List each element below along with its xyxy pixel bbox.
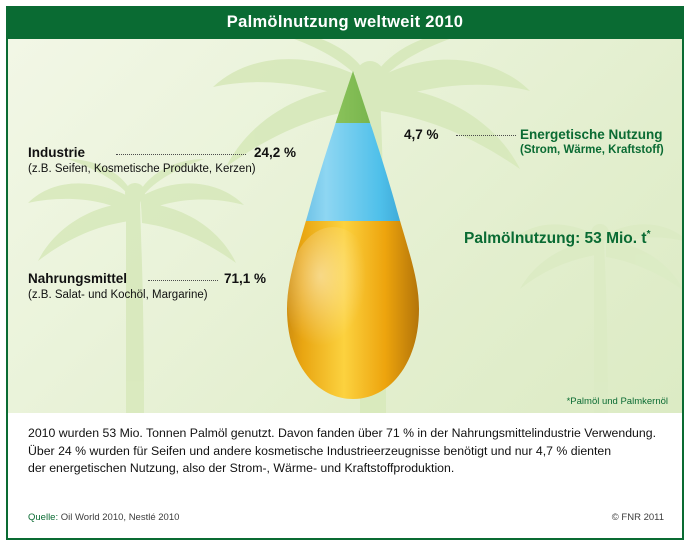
industry-value: 24,2 % xyxy=(254,145,297,160)
oil-drop-diagram xyxy=(263,67,443,407)
copyright-note: © FNR 2011 xyxy=(611,512,664,523)
energy-value: 4,7 % xyxy=(404,127,439,142)
industry-label-title: Industrie xyxy=(28,145,86,160)
energy-label-detail: (Strom, Wärme, Kraftstoff) xyxy=(520,144,664,156)
droplet-chart-icon xyxy=(263,67,443,407)
total-usage-text: Palmölnutzung: 53 Mio. t xyxy=(464,230,647,248)
description-text xyxy=(28,425,658,478)
total-usage-label xyxy=(464,229,650,248)
energy-leader-line xyxy=(456,135,516,136)
source-note xyxy=(28,512,179,523)
description-line-3: der energetischen Nutzung, also der Strom-, Wärme- und Kraftstoffproduktion. xyxy=(28,461,455,475)
chart-stage xyxy=(8,39,682,413)
industry-label-detail: (z.B. Seifen, Kosmetische Produkte, Kerzen) xyxy=(28,163,256,175)
energy-label-title: Energetische Nutzung xyxy=(520,127,663,142)
food-value: 71,1 % xyxy=(224,271,267,286)
total-usage-footnote-marker: * xyxy=(646,229,651,240)
description-line-2: Über 24 % wurden für Seifen und andere kosmetische Industrieerzeugnisse benötigt und nur 4,7 % dienten xyxy=(28,443,612,458)
source-label: Quelle: xyxy=(28,512,59,523)
food-label-detail: (z.B. Salat- und Kochöl, Margarine) xyxy=(28,289,208,301)
page-title: Palmölnutzung weltweit 2010 xyxy=(226,13,464,31)
source-text: Oil World 2010, Nestlé 2010 xyxy=(60,512,180,523)
title-bar xyxy=(6,6,684,39)
energy-label xyxy=(520,127,680,156)
description-line-1: 2010 wurden 53 Mio. Tonnen Palmöl genutzt. Davon fanden über 71 % in der Nahrungsmittelindustrie Verwendung. xyxy=(28,426,656,440)
industry-label xyxy=(28,145,278,175)
food-leader-line xyxy=(148,280,218,281)
footnote-text: *Palmöl und Palmkernöl xyxy=(566,396,668,407)
industry-leader-line xyxy=(116,154,246,155)
food-label-title: Nahrungsmittel xyxy=(28,271,128,286)
